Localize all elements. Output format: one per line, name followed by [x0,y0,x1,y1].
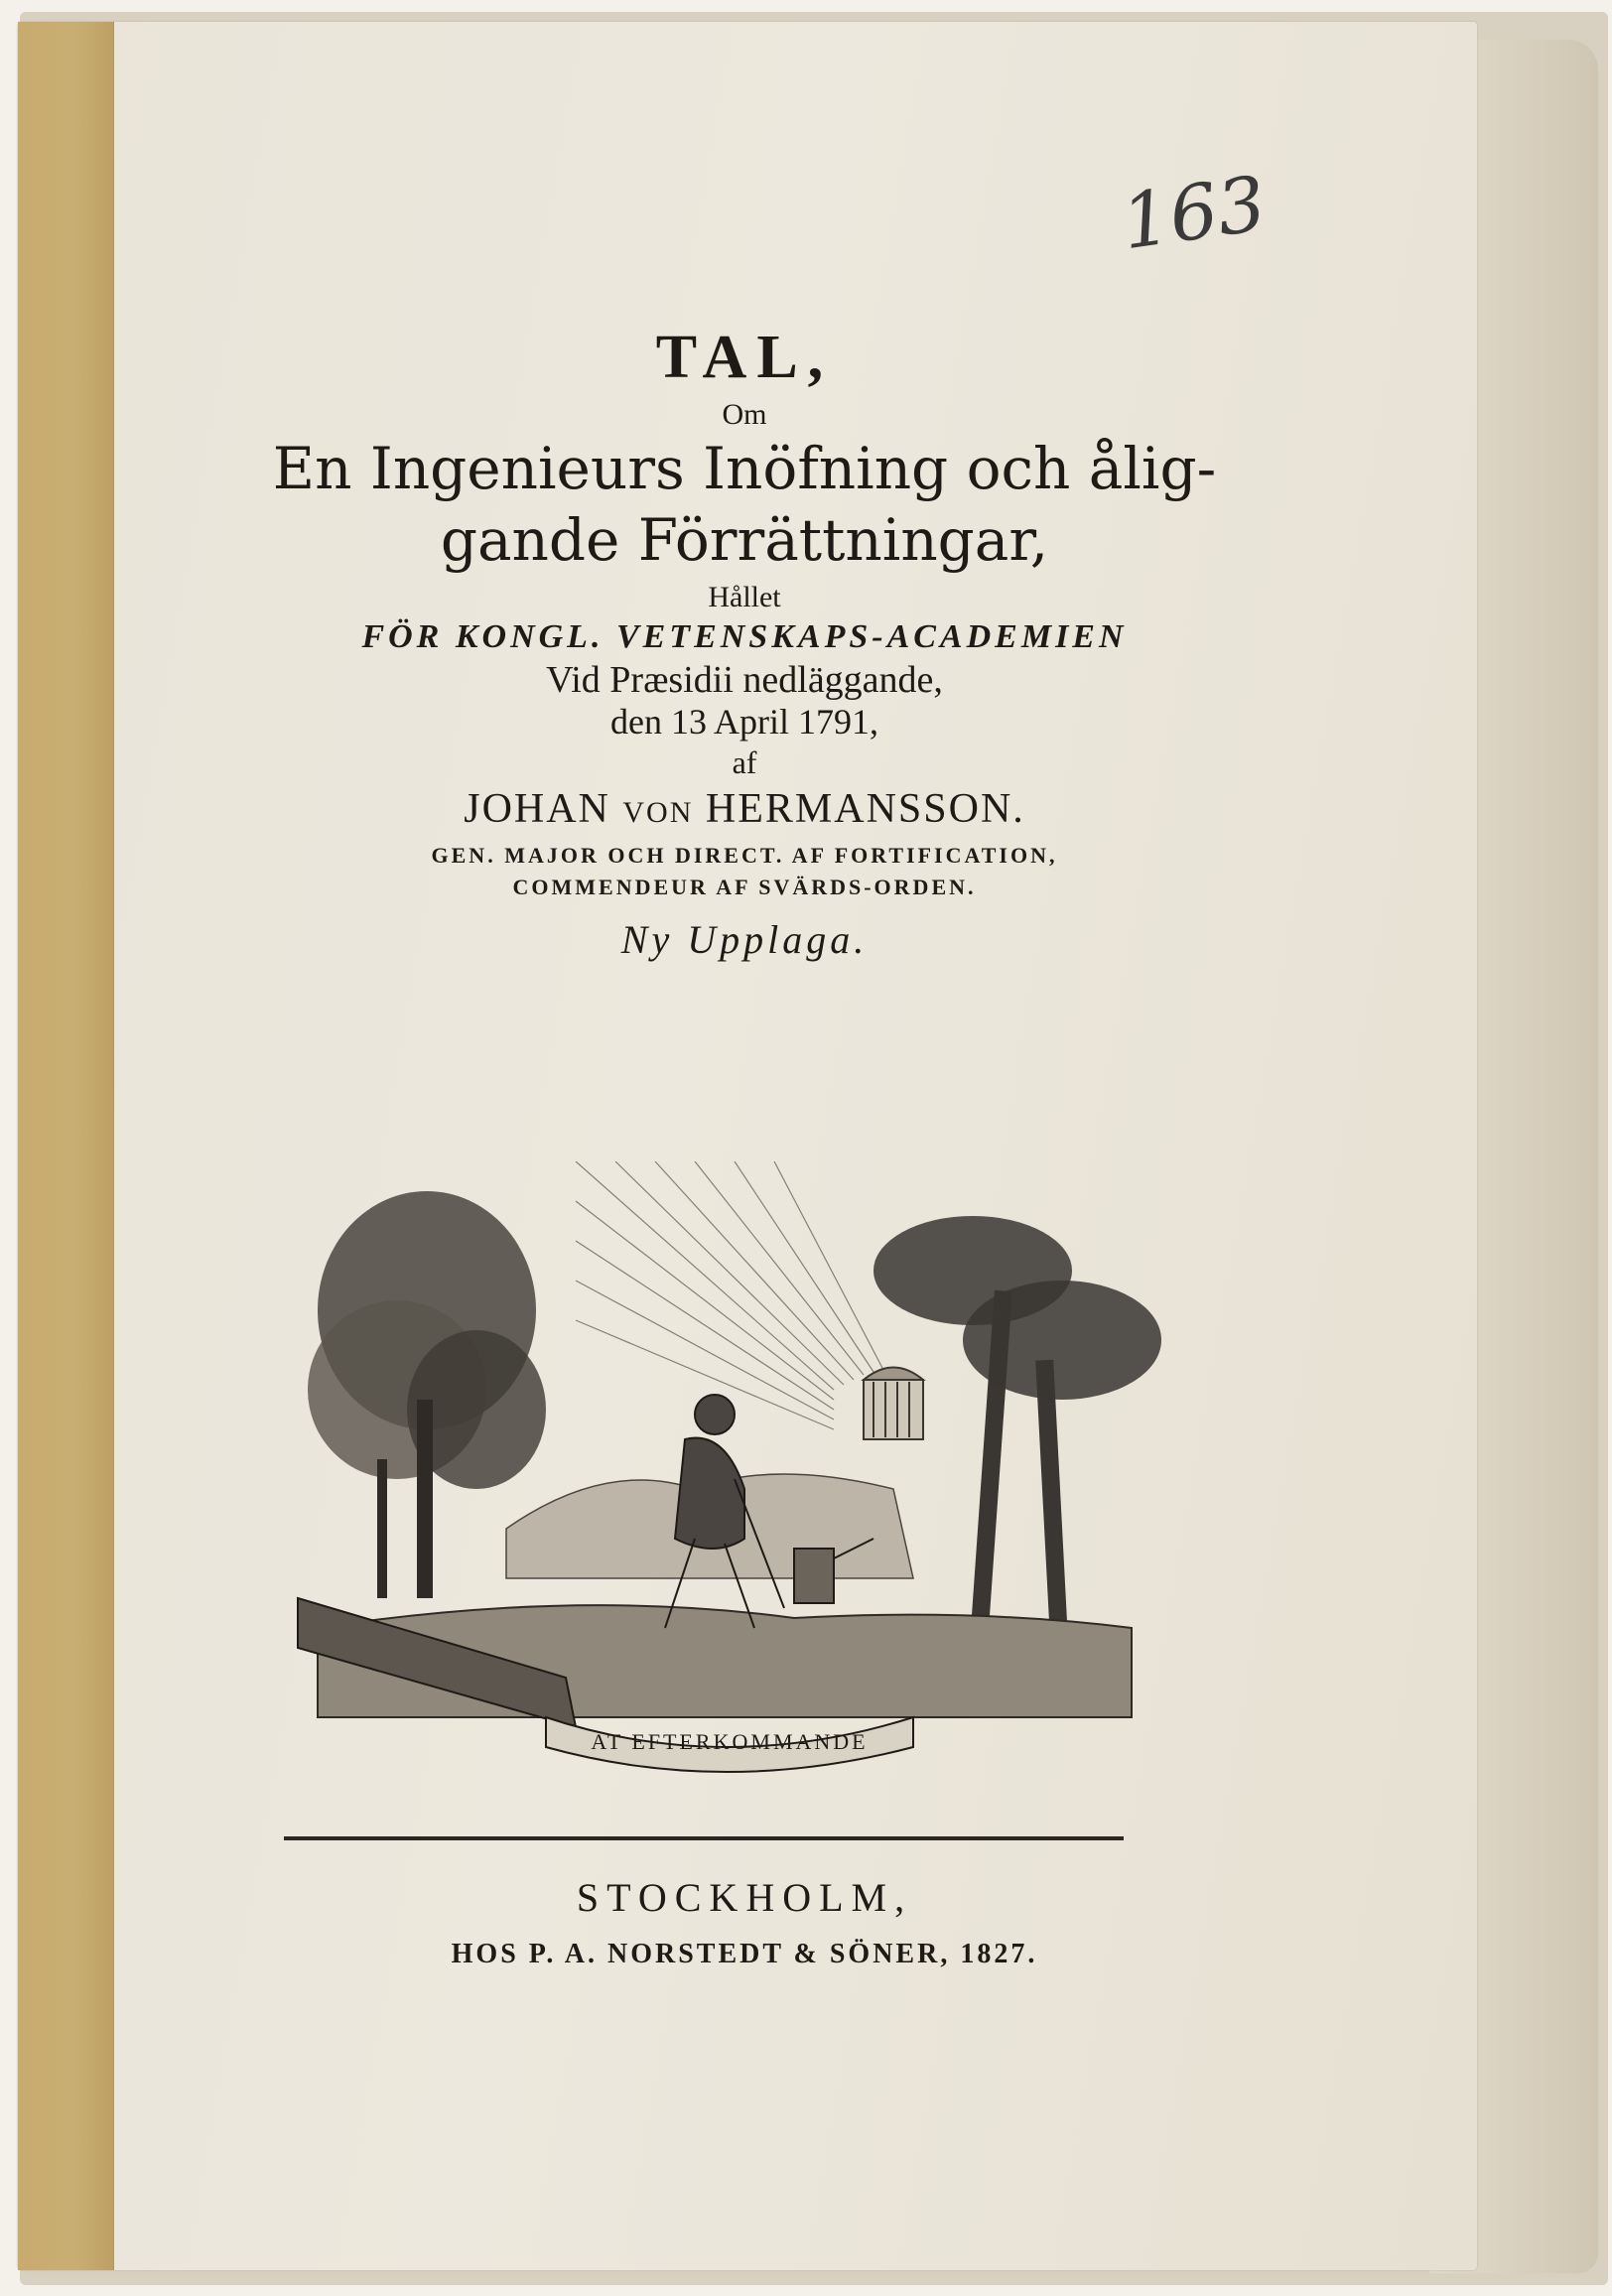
title-line-2: gande Förrättningar, [440,506,1049,574]
title-hallet: Hållet [708,581,781,613]
imprint-printer: HOS P. A. NORSTEDT & SÖNER, 1827. [451,1939,1038,1969]
author-name [228,782,1261,840]
title-date: den 13 April 1791, [610,702,878,742]
divider-rule [284,1836,1124,1840]
motto-text: AT EFTERKOMMANDE [591,1729,869,1754]
title-occasion: Vid Præsidii nedläggande, [546,659,943,701]
title-block [228,318,1261,965]
engraving-vignette [278,1161,1171,1777]
binding-spine [18,22,114,2270]
author-rank-2: COMMENDEUR AF SVÄRDS-ORDEN. [512,875,977,899]
imprint-block [228,1871,1261,1974]
edition-note: Ny Upplaga. [620,917,869,962]
author-first: JOHAN [464,786,610,832]
title-af: af [732,744,757,780]
author-von: VON [622,796,694,829]
handwritten-number: 163 [1116,158,1272,267]
sky-rays-icon [576,1161,883,1429]
title-line-1: En Ingenieurs Inöfning och ålig- [272,435,1217,502]
imprint-city: STOCKHOLM, [576,1875,913,1920]
temple-icon [864,1368,923,1440]
title-academy: FÖR KONGL. VETENSKAPS-ACADEMIEN [361,618,1128,655]
author-last: HERMANSSON. [705,786,1025,832]
author-rank-1: GEN. MAJOR OCH DIRECT. AF FORTIFICATION, [431,843,1058,868]
title-tal: TAL, [655,324,834,391]
title-om: Om [722,398,767,431]
